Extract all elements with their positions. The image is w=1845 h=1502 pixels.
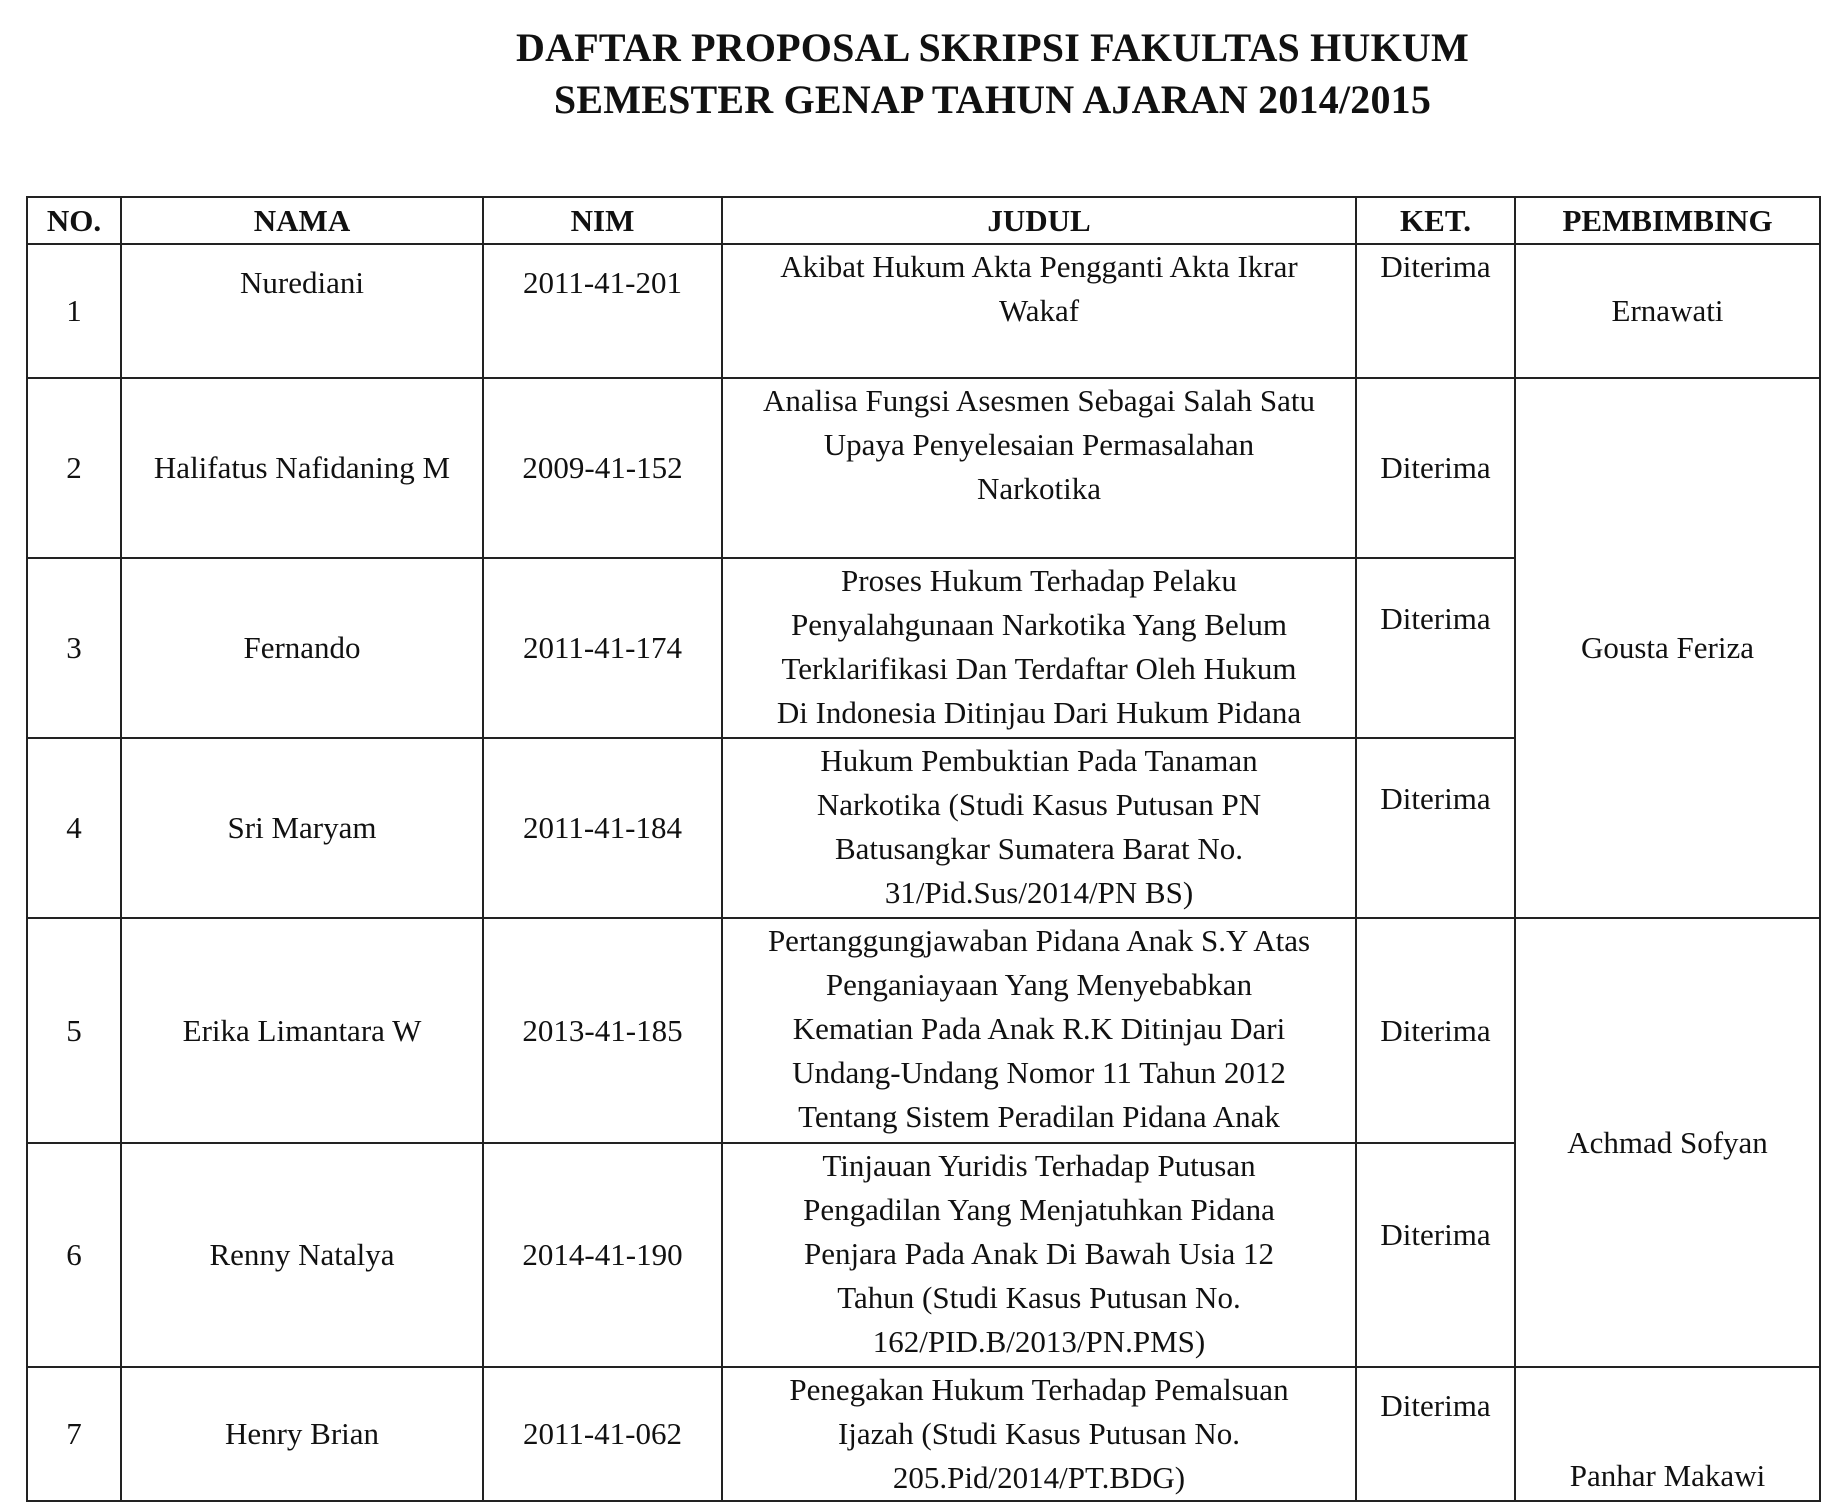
title-line-2: SEMESTER GENAP TAHUN AJARAN 2014/2015 — [553, 77, 1432, 122]
header-judul: JUDUL — [722, 197, 1356, 244]
cell-ket: Diterima — [1356, 558, 1515, 738]
cell-nim: 2011-41-062 — [483, 1367, 722, 1501]
cell-no: 7 — [27, 1367, 121, 1501]
table-row — [27, 244, 1820, 378]
cell-nim: 2011-41-184 — [483, 738, 722, 918]
header-row — [27, 197, 1820, 244]
header-pembimbing: PEMBIMBING — [1515, 197, 1820, 244]
judul-line: Tinjauan Yuridis Terhadap Putusan — [822, 1148, 1256, 1183]
cell-judul — [722, 378, 1356, 558]
cell-nim: 2011-41-174 — [483, 558, 722, 738]
judul-line: Analisa Fungsi Asesmen Sebagai Salah Satu — [763, 383, 1315, 418]
judul-line: Pertanggungjawaban Pidana Anak S.Y Atas — [767, 923, 1311, 958]
cell-judul — [722, 738, 1356, 918]
cell-nama: Nurediani — [121, 244, 483, 378]
table-row — [27, 1367, 1820, 1501]
cell-judul — [722, 1143, 1356, 1367]
cell-nim: 2013-41-185 — [483, 918, 722, 1143]
judul-line: Upaya Penyelesaian Permasalahan — [823, 427, 1255, 462]
header-nim: NIM — [483, 197, 722, 244]
title-line-1: DAFTAR PROPOSAL SKRIPSI FAKULTAS HUKUM — [516, 25, 1469, 70]
judul-line: Narkotika (Studi Kasus Putusan PN — [816, 787, 1262, 822]
cell-ket: Diterima — [1356, 378, 1515, 558]
cell-no: 2 — [27, 378, 121, 558]
cell-no: 3 — [27, 558, 121, 738]
cell-nama: Fernando — [121, 558, 483, 738]
header-no: NO. — [27, 197, 121, 244]
judul-line: Di Indonesia Ditinjau Dari Hukum Pidana — [776, 695, 1302, 730]
judul-line: Ijazah (Studi Kasus Putusan No. — [837, 1416, 1241, 1451]
cell-nama: Sri Maryam — [121, 738, 483, 918]
cell-ket: Diterima — [1356, 1367, 1515, 1501]
cell-no: 6 — [27, 1143, 121, 1367]
table-row — [27, 918, 1820, 1143]
judul-line: Undang-Undang Nomor 11 Tahun 2012 — [792, 1055, 1286, 1090]
header-nama: NAMA — [121, 197, 483, 244]
cell-ket: Diterima — [1356, 918, 1515, 1143]
cell-nama: Halifatus Nafidaning M — [121, 378, 483, 558]
judul-line: 205.Pid/2014/PT.BDG) — [892, 1460, 1186, 1495]
judul-line: Terklarifikasi Dan Terdaftar Oleh Hukum — [781, 651, 1297, 686]
cell-nim: 2014-41-190 — [483, 1143, 722, 1367]
judul-line: Penganiayaan Yang Menyebabkan — [825, 967, 1253, 1002]
cell-nim: 2009-41-152 — [483, 378, 722, 558]
judul-line: Hukum Pembuktian Pada Tanaman — [820, 743, 1258, 778]
judul-line: Penjara Pada Anak Di Bawah Usia 12 — [803, 1236, 1275, 1271]
cell-judul — [722, 558, 1356, 738]
cell-no: 1 — [27, 244, 121, 378]
cell-nama: Henry Brian — [121, 1367, 483, 1501]
judul-line: Tentang Sistem Peradilan Pidana Anak — [798, 1099, 1280, 1134]
judul-line: Wakaf — [998, 293, 1080, 328]
cell-ket: Diterima — [1356, 1143, 1515, 1367]
judul-line: Pengadilan Yang Menjatuhkan Pidana — [803, 1192, 1275, 1227]
cell-nim: 2011-41-201 — [483, 244, 722, 378]
cell-pembimbing: Achmad Sofyan — [1515, 918, 1820, 1367]
header-ket: KET. — [1356, 197, 1515, 244]
cell-ket: Diterima — [1356, 244, 1515, 378]
cell-pembimbing: Gousta Feriza — [1515, 378, 1820, 918]
cell-nama: Erika Limantara W — [121, 918, 483, 1143]
cell-judul — [722, 244, 1356, 378]
judul-line: Batusangkar Sumatera Barat No. — [834, 831, 1244, 866]
cell-nama: Renny Natalya — [121, 1143, 483, 1367]
document-title — [0, 22, 1845, 126]
cell-no: 5 — [27, 918, 121, 1143]
judul-line: 31/Pid.Sus/2014/PN BS) — [884, 875, 1194, 910]
cell-judul — [722, 918, 1356, 1143]
judul-line: Tahun (Studi Kasus Putusan No. — [837, 1280, 1241, 1315]
cell-pembimbing: Ernawati — [1515, 244, 1820, 378]
cell-pembimbing: Panhar Makawi — [1515, 1367, 1820, 1501]
judul-line: Proses Hukum Terhadap Pelaku — [841, 563, 1237, 598]
proposal-table — [26, 196, 1821, 1502]
cell-ket: Diterima — [1356, 738, 1515, 918]
cell-judul — [722, 1367, 1356, 1501]
judul-line: Penyalahgunaan Narkotika Yang Belum — [791, 607, 1287, 642]
judul-line: 162/PID.B/2013/PN.PMS) — [872, 1324, 1206, 1359]
judul-line: Narkotika — [977, 471, 1101, 506]
judul-line: Akibat Hukum Akta Pengganti Akta Ikrar — [780, 249, 1298, 284]
cell-no: 4 — [27, 738, 121, 918]
judul-line: Kematian Pada Anak R.K Ditinjau Dari — [792, 1011, 1286, 1046]
table-row — [27, 378, 1820, 558]
judul-line: Penegakan Hukum Terhadap Pemalsuan — [789, 1372, 1289, 1407]
